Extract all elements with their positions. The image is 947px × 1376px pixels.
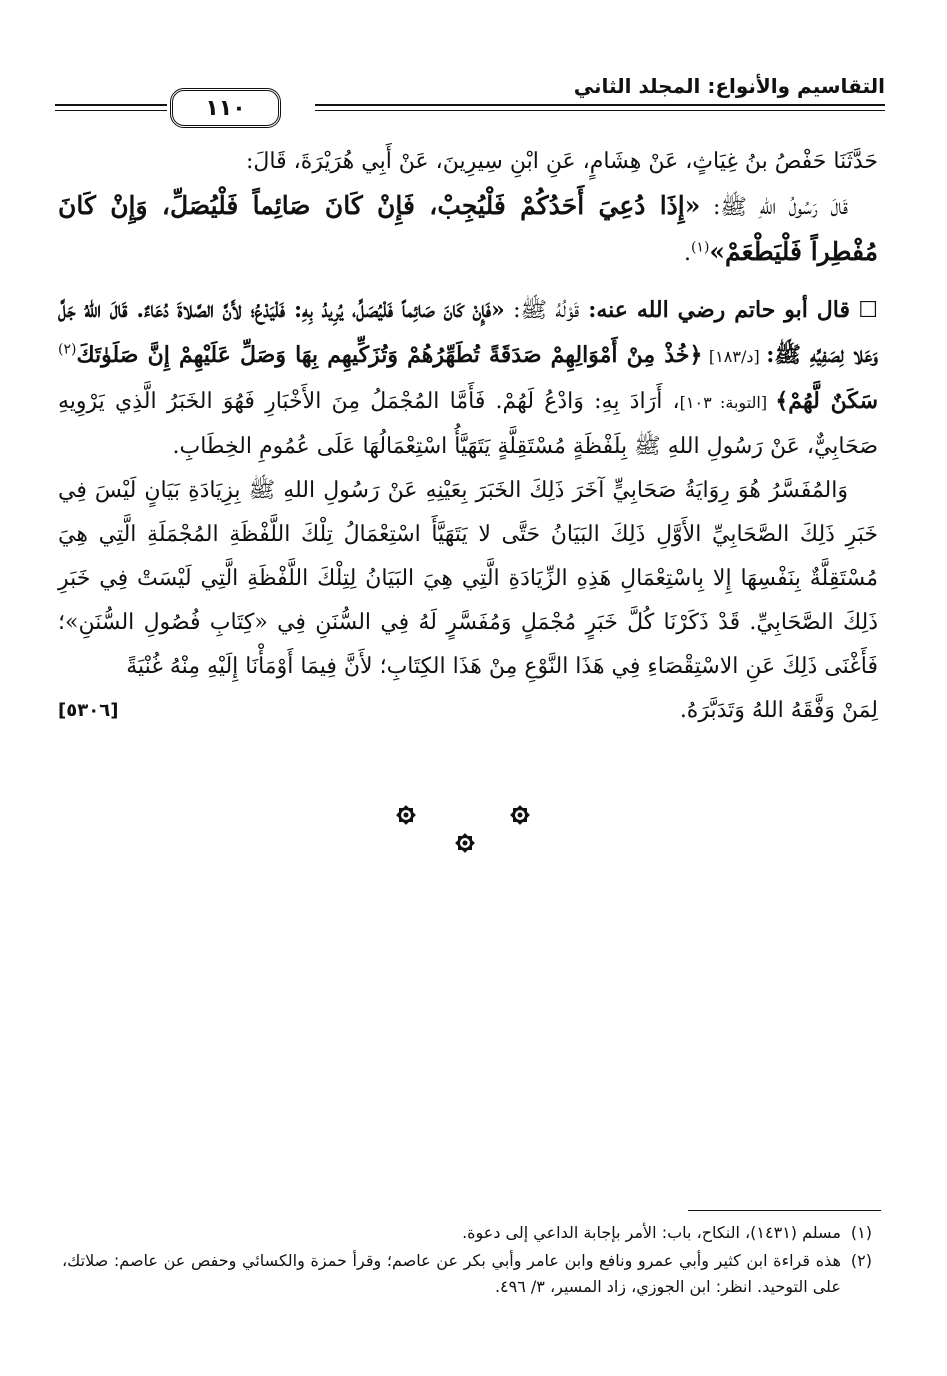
footnote-text: مسلم (١٤٣١)، النكاح، باب: الأمر بإجابة الداعي إلى دعوة. — [462, 1223, 841, 1242]
quran-verse: ﴿خُذْ مِنْ أَمْوَالِهِمْ صَدَقَةً تُطَهِّرُهُمْ وَتُزَكِّيهِم بِهَا وَصَلِّ عَلَيْهِمْ إِنَّ صَلَوٰتَكَ — [76, 342, 703, 368]
footnote-item — [62, 1220, 872, 1246]
page-header — [55, 64, 885, 124]
hadith-end: . — [683, 241, 691, 266]
book-title: التقاسيم والأنواع: المجلد الثاني — [573, 74, 885, 98]
hadith-number: [٥٣٠٦] — [58, 700, 119, 721]
commentary-a: قَوْلُهُ ﷺ: — [504, 298, 580, 323]
footnote-text: هذه قراءة ابن كثير وأبي عمرو ونافع وابن عامر وأبي بكر عن عاصم؛ وقرأ حمزة والكسائي وحفص عن عاصم: صلاتك، على التوحيد. انظر: ابن الجوزي، زاد المسير، ٣/ ٤٩٦. — [62, 1251, 841, 1296]
hadith-paragraph — [58, 184, 878, 276]
rosette-icon — [393, 802, 419, 828]
hadith-text: «إِذَا دُعِيَ أَحَدُكُمْ فَلْيُجِبْ، فَإِنْ كَانَ صَائِماً فَلْيُصَلِّ، وَإِنْ كَانَ مُفْطِراً فَلْيَطْعَمْ» — [58, 191, 878, 266]
mufassar-paragraph: وَالمُفَسَّرُ هُوَ رِوَايَةُ صَحَابِيٍّ آخَرَ ذَلِكَ الخَبَرَ بِعَيْنِهِ عَنْ رَسُولِ اللهِ ﷺ بِزِيَادَةِ بَيَانٍ لَيْسَ فِي خَبَرِ ذَلِكَ الصَّحَابِيِّ الأَوَّلِ ذَلِكَ البَيَانُ حَتَّى لا يَتَهَيَّأَ اسْتِعْمَالُ تِلْكَ اللَّفْظَةِ المُجْمَلَةِ الَّتِي هِيَ مُسْتَقِلَّةٌ بِنَفْسِهَا إِلا بِاسْتِعْمَالِ هَذِهِ الزِّيَادَةِ الَّتِي هِيَ البَيَانُ لِتِلْكَ اللَّفْظَةِ الَّتِي لَيْسَتْ فِي خَبَرِ ذَلِكَ الصَّحَابِيِّ. قَدْ ذَكَرْنَا كُلَّ خَبَرٍ مُجْمَلٍ وَمُفَسَّرٍ لَهُ فِي السُّنَنِ فِي «كِتَابِ فُصُولِ السُّنَنِ»؛ فَأَغْنَى ذَلِكَ عَنِ الاسْتِقْصَاءِ فِي هَذَا النَّوْعِ مِنْ هَذَا الكِتَابِ؛ لأَنَّ فِيمَا أَوْمَأْنَا إِلَيْهِ مِنْهُ غُنْيَةً — [58, 478, 878, 679]
footnote-number: (٢) — [850, 1251, 872, 1270]
header-rule-left-thin — [55, 110, 167, 111]
quran-verse-end: سَكَنٌ لَّهُمْ﴾ — [775, 388, 878, 414]
isnad-line: حَدَّثَنَا حَفْصُ بنُ غِيَاثٍ، عَنْ هِشَامٍ، عَنِ ابْنِ سِيرِينَ، عَنْ أَبِي هُرَيْرَةَ، قَالَ: — [246, 149, 878, 174]
section-ornaments — [0, 798, 947, 858]
hadith-lead: قَالَ رَسُولُ اللهِ ﷺ: — [700, 195, 848, 220]
rosette-icon — [507, 802, 533, 828]
footnote-separator — [688, 1210, 881, 1211]
footnote-number: (١) — [850, 1223, 872, 1242]
footnotes — [62, 1220, 872, 1302]
closing-text: لِمَنْ وَفَّقَهُ اللهُ وَتَدَبَّرَهُ. — [679, 698, 878, 723]
header-rule-thin — [315, 110, 885, 111]
closing-line — [58, 689, 878, 733]
main-text — [58, 140, 878, 733]
spacer — [58, 276, 878, 288]
header-rule-left — [55, 104, 167, 106]
footnote-ref-2[interactable]: (٢) — [58, 341, 77, 358]
commentary-c: ، أَرَادَ بِهِ: وَادْعُ لَهُمْ. فَأَمَّا المُجْمَلُ مِنَ الأَخْبَارِ فَهُوَ الخَبَرُ الَّذِي يَرْوِيهِ صَحَابِيٌّ، عَنْ رَسُولِ اللهِ ﷺ بِلَفْظَةٍ مُسْتَقِلَّةٍ يَتَهَيَّأُ اسْتِعْمَالُهَا عَلَى عُمُومِ الخِطَابِ. — [58, 389, 878, 459]
footnote-item — [62, 1248, 872, 1300]
commentary-b: «فَإِنْ كَانَ صَائِماً فَلْيُصَلِّ، يُرِيدُ بِهِ: فَلْيَدْعُ؛ لأَنَّ الصَّلاةَ دُعَاءٌ. قَالَ اللهُ جَلَّ وَعَلا لِصَفِيِّهِ ﷺ: — [58, 297, 878, 368]
commentary-paragraph — [58, 288, 878, 469]
volume-ref: [د/١٨٣] — [702, 347, 767, 366]
author-intro: قال أبو حاتم رضي الله عنه: — [579, 297, 850, 323]
surah-ref: [التوبة: ١٠٣] — [679, 393, 776, 412]
page-number: ١١٠ — [170, 88, 281, 128]
header-rule — [315, 104, 885, 106]
section-marker-icon: ☐ — [858, 298, 878, 323]
footnote-ref-1[interactable]: (١) — [690, 239, 710, 256]
rosette-icon — [452, 830, 478, 856]
